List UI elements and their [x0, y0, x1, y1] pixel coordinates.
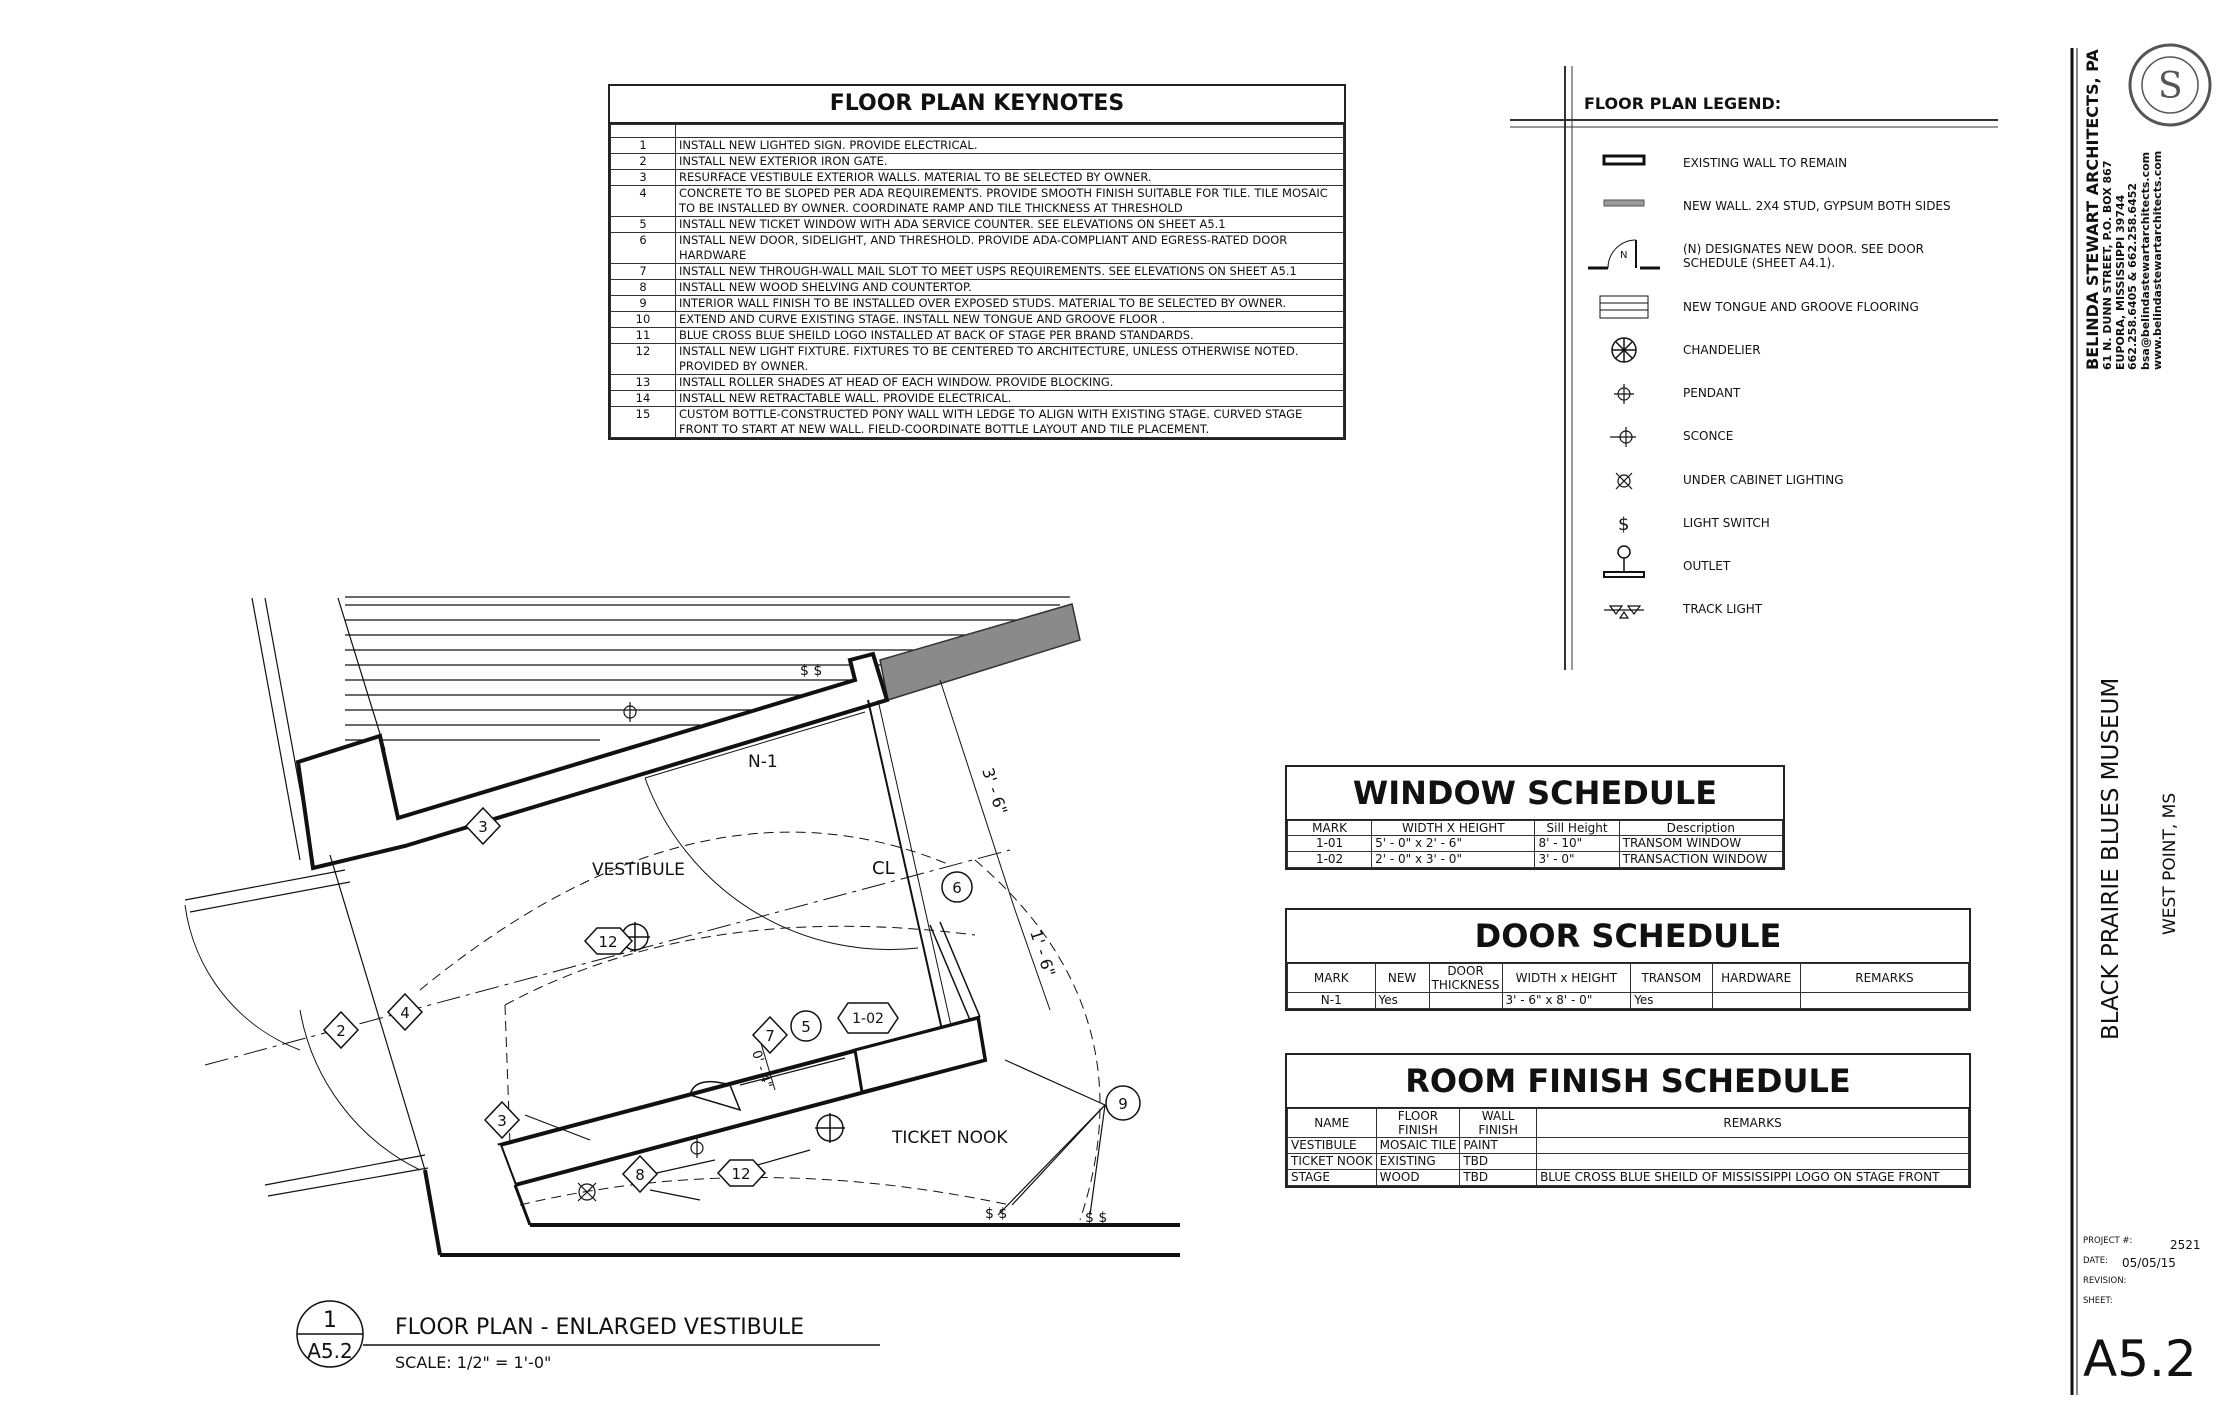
- keynote-text: INTERIOR WALL FINISH TO BE INSTALLED OVER EXPOSED STUDS. MATERIAL TO BE SELECTED BY OWNER.: [676, 296, 1344, 312]
- track-light-icon: [1604, 606, 1644, 618]
- project-location: WEST POINT, MS: [2160, 792, 2180, 935]
- pendant-fixture: [624, 702, 636, 722]
- tag-2-text: 2: [336, 1022, 346, 1040]
- window-schedule-title: WINDOW SCHEDULE: [1287, 767, 1783, 820]
- firm-email: bsa@belindastewartarchitects.com: [2138, 151, 2152, 370]
- legend-title: FLOOR PLAN LEGEND:: [1584, 94, 1782, 113]
- keynote-number: 9: [611, 296, 676, 312]
- tag-3b-text: 3: [497, 1112, 507, 1130]
- table-cell: STAGE: [1288, 1170, 1377, 1186]
- tag-12a-text: 12: [598, 933, 618, 951]
- table-cell: EXISTING: [1376, 1154, 1460, 1170]
- legend-item-under-cabinet-light: UNDER CABINET LIGHTING: [1683, 473, 1844, 487]
- table-cell: TICKET NOOK: [1288, 1154, 1377, 1170]
- keynote-text: CONCRETE TO BE SLOPED PER ADA REQUIREMENTS. PROVIDE SMOOTH FINISH SUITABLE FOR TILE. TILE MOSAIC TO BE INSTALLED BY OWNER. COORDINATE RAMP AND TILE THICKNESS AT THRESHOLD: [676, 186, 1344, 217]
- tag-4-text: 4: [400, 1004, 410, 1022]
- table-cell: 8' - 10": [1535, 836, 1619, 852]
- keynote-number: 5: [611, 217, 676, 233]
- firm-website: www.belindastewartarchitects.com: [2151, 150, 2164, 370]
- retractable-wall: [880, 604, 1080, 700]
- firm-address-line: 662.258.6405 & 662.258.6452: [2126, 182, 2139, 370]
- table-row: [1288, 1138, 1969, 1154]
- svg-text:$: $: [1618, 514, 1630, 535]
- centerline-symbol: CL: [872, 858, 895, 879]
- keynote-text: INSTALL NEW DOOR, SIDELIGHT, AND THRESHOLD. PROVIDE ADA-COMPLIANT AND EGRESS-RATED DOOR HARDWARE: [676, 233, 1344, 264]
- legend-item-chandelier: CHANDELIER: [1683, 343, 1761, 357]
- chandelier-fixture-2: [815, 1113, 845, 1143]
- sheet-label: SHEET:: [2083, 1296, 2113, 1306]
- firm-address: [2102, 151, 2165, 370]
- keynote-number: 15: [611, 407, 676, 438]
- tag-3a-text: 3: [478, 818, 488, 836]
- date-value: 05/05/15: [2122, 1256, 2176, 1270]
- under-cabinet-light-icon: [1616, 473, 1632, 489]
- keynote-number: 1: [611, 138, 676, 154]
- room-label-vestibule: VESTIBULE: [592, 860, 685, 880]
- table-cell: 3' - 0": [1535, 852, 1619, 868]
- keynote-text: INSTALL NEW RETRACTABLE WALL. PROVIDE ELECTRICAL.: [676, 391, 1344, 407]
- table-cell: [1712, 993, 1800, 1009]
- table-cell: TRANSACTION WINDOW: [1619, 852, 1782, 868]
- room-finish-schedule: [1285, 1053, 1971, 1188]
- tag-9-text: 9: [1118, 1095, 1128, 1113]
- keynote-number: 2: [611, 154, 676, 170]
- door-schedule: [1285, 908, 1971, 1011]
- table-cell: TBD: [1460, 1154, 1537, 1170]
- keynote-text: INSTALL NEW LIGHT FIXTURE. FIXTURES TO BE CENTERED TO ARCHITECTURE, UNLESS OTHERWISE NOTED. PROVIDED BY OWNER.: [676, 344, 1344, 375]
- sconce-fixture: [691, 1138, 703, 1158]
- legend-item-sconce: SCONCE: [1683, 429, 1734, 443]
- svg-text:$ $: $ $: [800, 663, 823, 679]
- view-sheet-ref: A5.2: [307, 1339, 353, 1363]
- sheet-number: A5.2: [2083, 1330, 2197, 1388]
- legend-item-outlet: OUTLET: [1683, 559, 1731, 573]
- keynote-number: 14: [611, 391, 676, 407]
- column-header: Description: [1619, 821, 1782, 836]
- column-header: WIDTH x HEIGHT: [1502, 964, 1631, 993]
- table-row: [1288, 836, 1783, 852]
- table-cell: TRANSOM WINDOW: [1619, 836, 1782, 852]
- keynote-number: 13: [611, 375, 676, 391]
- column-header: NEW: [1375, 964, 1429, 993]
- table-cell: 1-01: [1288, 836, 1372, 852]
- revision-label: REVISION:: [2083, 1276, 2127, 1286]
- door-mark-label: N-1: [748, 752, 778, 772]
- table-row: [1288, 1154, 1969, 1170]
- table-cell: 5' - 0" x 2' - 6": [1372, 836, 1535, 852]
- existing-wall-icon: [1604, 156, 1644, 164]
- svg-text:$ $: $ $: [1085, 1210, 1108, 1226]
- firm-name: BELINDA STEWART ARCHITECTS, PA: [2083, 49, 2102, 370]
- firm-logo-icon: [2130, 45, 2210, 125]
- keynote-text: BLUE CROSS BLUE SHEILD LOGO INSTALLED AT BACK OF STAGE PER BRAND STANDARDS.: [676, 328, 1344, 344]
- dim-sidelight-text: 1' - 6": [1026, 927, 1060, 979]
- project-name: BLACK PRAIRIE BLUES MUSEUM: [2098, 677, 2124, 1040]
- table-cell: [1429, 993, 1502, 1009]
- view-number: 1: [323, 1308, 337, 1333]
- room-label-ticket-nook: TICKET NOOK: [892, 1128, 1008, 1148]
- tag-8-text: 8: [635, 1166, 645, 1184]
- keynote-text: INSTALL NEW LIGHTED SIGN. PROVIDE ELECTRICAL.: [676, 138, 1344, 154]
- table-cell: [1537, 1154, 1969, 1170]
- column-header: REMARKS: [1537, 1109, 1969, 1138]
- dim-door-text: 3' - 6": [978, 765, 1012, 817]
- chandelier-icon: [1612, 338, 1636, 362]
- table-cell: PAINT: [1460, 1138, 1537, 1154]
- column-header: WIDTH X HEIGHT: [1372, 821, 1535, 836]
- project-number: 2521: [2170, 1238, 2201, 1252]
- firm-address-line: EUPORA, MISSISSIPPI 39744: [2113, 194, 2127, 370]
- column-header: WALL FINISH: [1460, 1109, 1537, 1138]
- table-cell: 3' - 6" x 8' - 0": [1502, 993, 1631, 1009]
- new-wall-icon: [1604, 200, 1644, 206]
- window-tag-text: 1-02: [852, 1011, 884, 1027]
- table-cell: TBD: [1460, 1170, 1537, 1186]
- view-title: FLOOR PLAN - ENLARGED VESTIBULE: [395, 1315, 805, 1340]
- keynote-number: 10: [611, 312, 676, 328]
- table-cell: BLUE CROSS BLUE SHEILD OF MISSISSIPPI LOGO ON STAGE FRONT: [1537, 1170, 1969, 1186]
- keynote-text: RESURFACE VESTIBULE EXTERIOR WALLS. MATERIAL TO BE SELECTED BY OWNER.: [676, 170, 1344, 186]
- firm-address-line: 61 N. DUNN STREET, P.O. BOX 867: [2101, 160, 2114, 370]
- table-cell: 2' - 0" x 3' - 0": [1372, 852, 1535, 868]
- keynotes-title: FLOOR PLAN KEYNOTES: [610, 86, 1344, 124]
- project-number-label: PROJECT #:: [2083, 1236, 2133, 1246]
- dim-small-text: 0' - 4": [748, 1048, 775, 1091]
- table-cell: 1-02: [1288, 852, 1372, 868]
- pendant-icon: [1614, 384, 1634, 404]
- room-finish-schedule-title: ROOM FINISH SCHEDULE: [1287, 1055, 1969, 1108]
- keynote-text: INSTALL NEW EXTERIOR IRON GATE.: [676, 154, 1344, 170]
- column-header: Sill Height: [1535, 821, 1619, 836]
- table-cell: WOOD: [1376, 1170, 1460, 1186]
- column-header: NAME: [1288, 1109, 1377, 1138]
- svg-text:$ $: $ $: [985, 1206, 1008, 1222]
- column-header: MARK: [1288, 964, 1376, 993]
- tag-6-text: 6: [952, 879, 962, 897]
- view-scale: SCALE: 1/2" = 1'-0": [395, 1353, 552, 1372]
- legend-item-new-wall: NEW WALL. 2X4 STUD, GYPSUM BOTH SIDES: [1683, 199, 1951, 213]
- table-row: [1288, 852, 1783, 868]
- column-header: HARDWARE: [1712, 964, 1800, 993]
- keynote-text: CUSTOM BOTTLE-CONSTRUCTED PONY WALL WITH LEDGE TO ALIGN WITH EXISTING STAGE. CURVED STAGE FRONT TO START AT NEW WALL. FIELD-COORDINATE BOTTLE LAYOUT AND TILE PLACEMENT.: [676, 407, 1344, 438]
- keynote-number: 4: [611, 186, 676, 217]
- table-cell: [1537, 1138, 1969, 1154]
- column-header: DOOR THICKNESS: [1429, 964, 1502, 993]
- tag-7-text: 7: [765, 1027, 775, 1045]
- keynote-text: INSTALL NEW TICKET WINDOW WITH ADA SERVICE COUNTER. SEE ELEVATIONS ON SHEET A5.1: [676, 217, 1344, 233]
- under-cabinet-fixture: [578, 1183, 596, 1201]
- outlet-icon: [1604, 546, 1644, 577]
- table-row: [1288, 1170, 1969, 1186]
- legend-item-existing-wall: EXISTING WALL TO REMAIN: [1683, 156, 1848, 170]
- legend-item-pendant: PENDANT: [1683, 386, 1741, 400]
- table-cell: VESTIBULE: [1288, 1138, 1377, 1154]
- svg-text:S: S: [2158, 66, 2183, 107]
- keynote-number: 12: [611, 344, 676, 375]
- keynote-text: INSTALL ROLLER SHADES AT HEAD OF EACH WINDOW. PROVIDE BLOCKING.: [676, 375, 1344, 391]
- column-header: FLOOR FINISH: [1376, 1109, 1460, 1138]
- legend-item-light-switch: LIGHT SWITCH: [1683, 516, 1770, 530]
- window-schedule: [1285, 765, 1785, 870]
- light-switch-icon: [1618, 514, 1629, 535]
- sconce-icon: [1610, 427, 1636, 447]
- keynote-text: EXTEND AND CURVE EXISTING STAGE. INSTALL NEW TONGUE AND GROOVE FLOOR .: [676, 312, 1344, 328]
- keynote-text: INSTALL NEW THROUGH-WALL MAIL SLOT TO MEET USPS REQUIREMENTS. SEE ELEVATIONS ON SHEET A5.1: [676, 264, 1344, 280]
- table-cell: [1800, 993, 1968, 1009]
- table-cell: Yes: [1631, 993, 1712, 1009]
- table-row: [1288, 993, 1969, 1009]
- door-schedule-title: DOOR SCHEDULE: [1287, 910, 1969, 963]
- column-header: MARK: [1288, 821, 1372, 836]
- flooring-icon: [1600, 296, 1648, 318]
- legend-symbols: [1580, 140, 1680, 630]
- date-label: DATE:: [2083, 1256, 2108, 1266]
- column-header: TRANSOM: [1631, 964, 1712, 993]
- keynote-number: 11: [611, 328, 676, 344]
- table-cell: N-1: [1288, 993, 1376, 1009]
- legend-item-flooring: NEW TONGUE AND GROOVE FLOORING: [1683, 300, 1919, 314]
- table-cell: MOSAIC TILE: [1376, 1138, 1460, 1154]
- keynote-number: 3: [611, 170, 676, 186]
- svg-text:N: N: [1620, 250, 1628, 261]
- tag-5-text: 5: [801, 1018, 811, 1036]
- new-door-icon: [1588, 240, 1660, 268]
- keynote-number: 6: [611, 233, 676, 264]
- table-cell: Yes: [1375, 993, 1429, 1009]
- column-header: REMARKS: [1800, 964, 1968, 993]
- keynote-number: 7: [611, 264, 676, 280]
- legend-item-track-light: TRACK LIGHT: [1683, 602, 1763, 616]
- keynote-number: 8: [611, 280, 676, 296]
- tag-12b-text: 12: [731, 1165, 751, 1183]
- keynote-text: INSTALL NEW WOOD SHELVING AND COUNTERTOP.: [676, 280, 1344, 296]
- legend-item-new-door: (N) DESIGNATES NEW DOOR. SEE DOOR SCHEDULE (SHEET A4.1).: [1683, 242, 1925, 270]
